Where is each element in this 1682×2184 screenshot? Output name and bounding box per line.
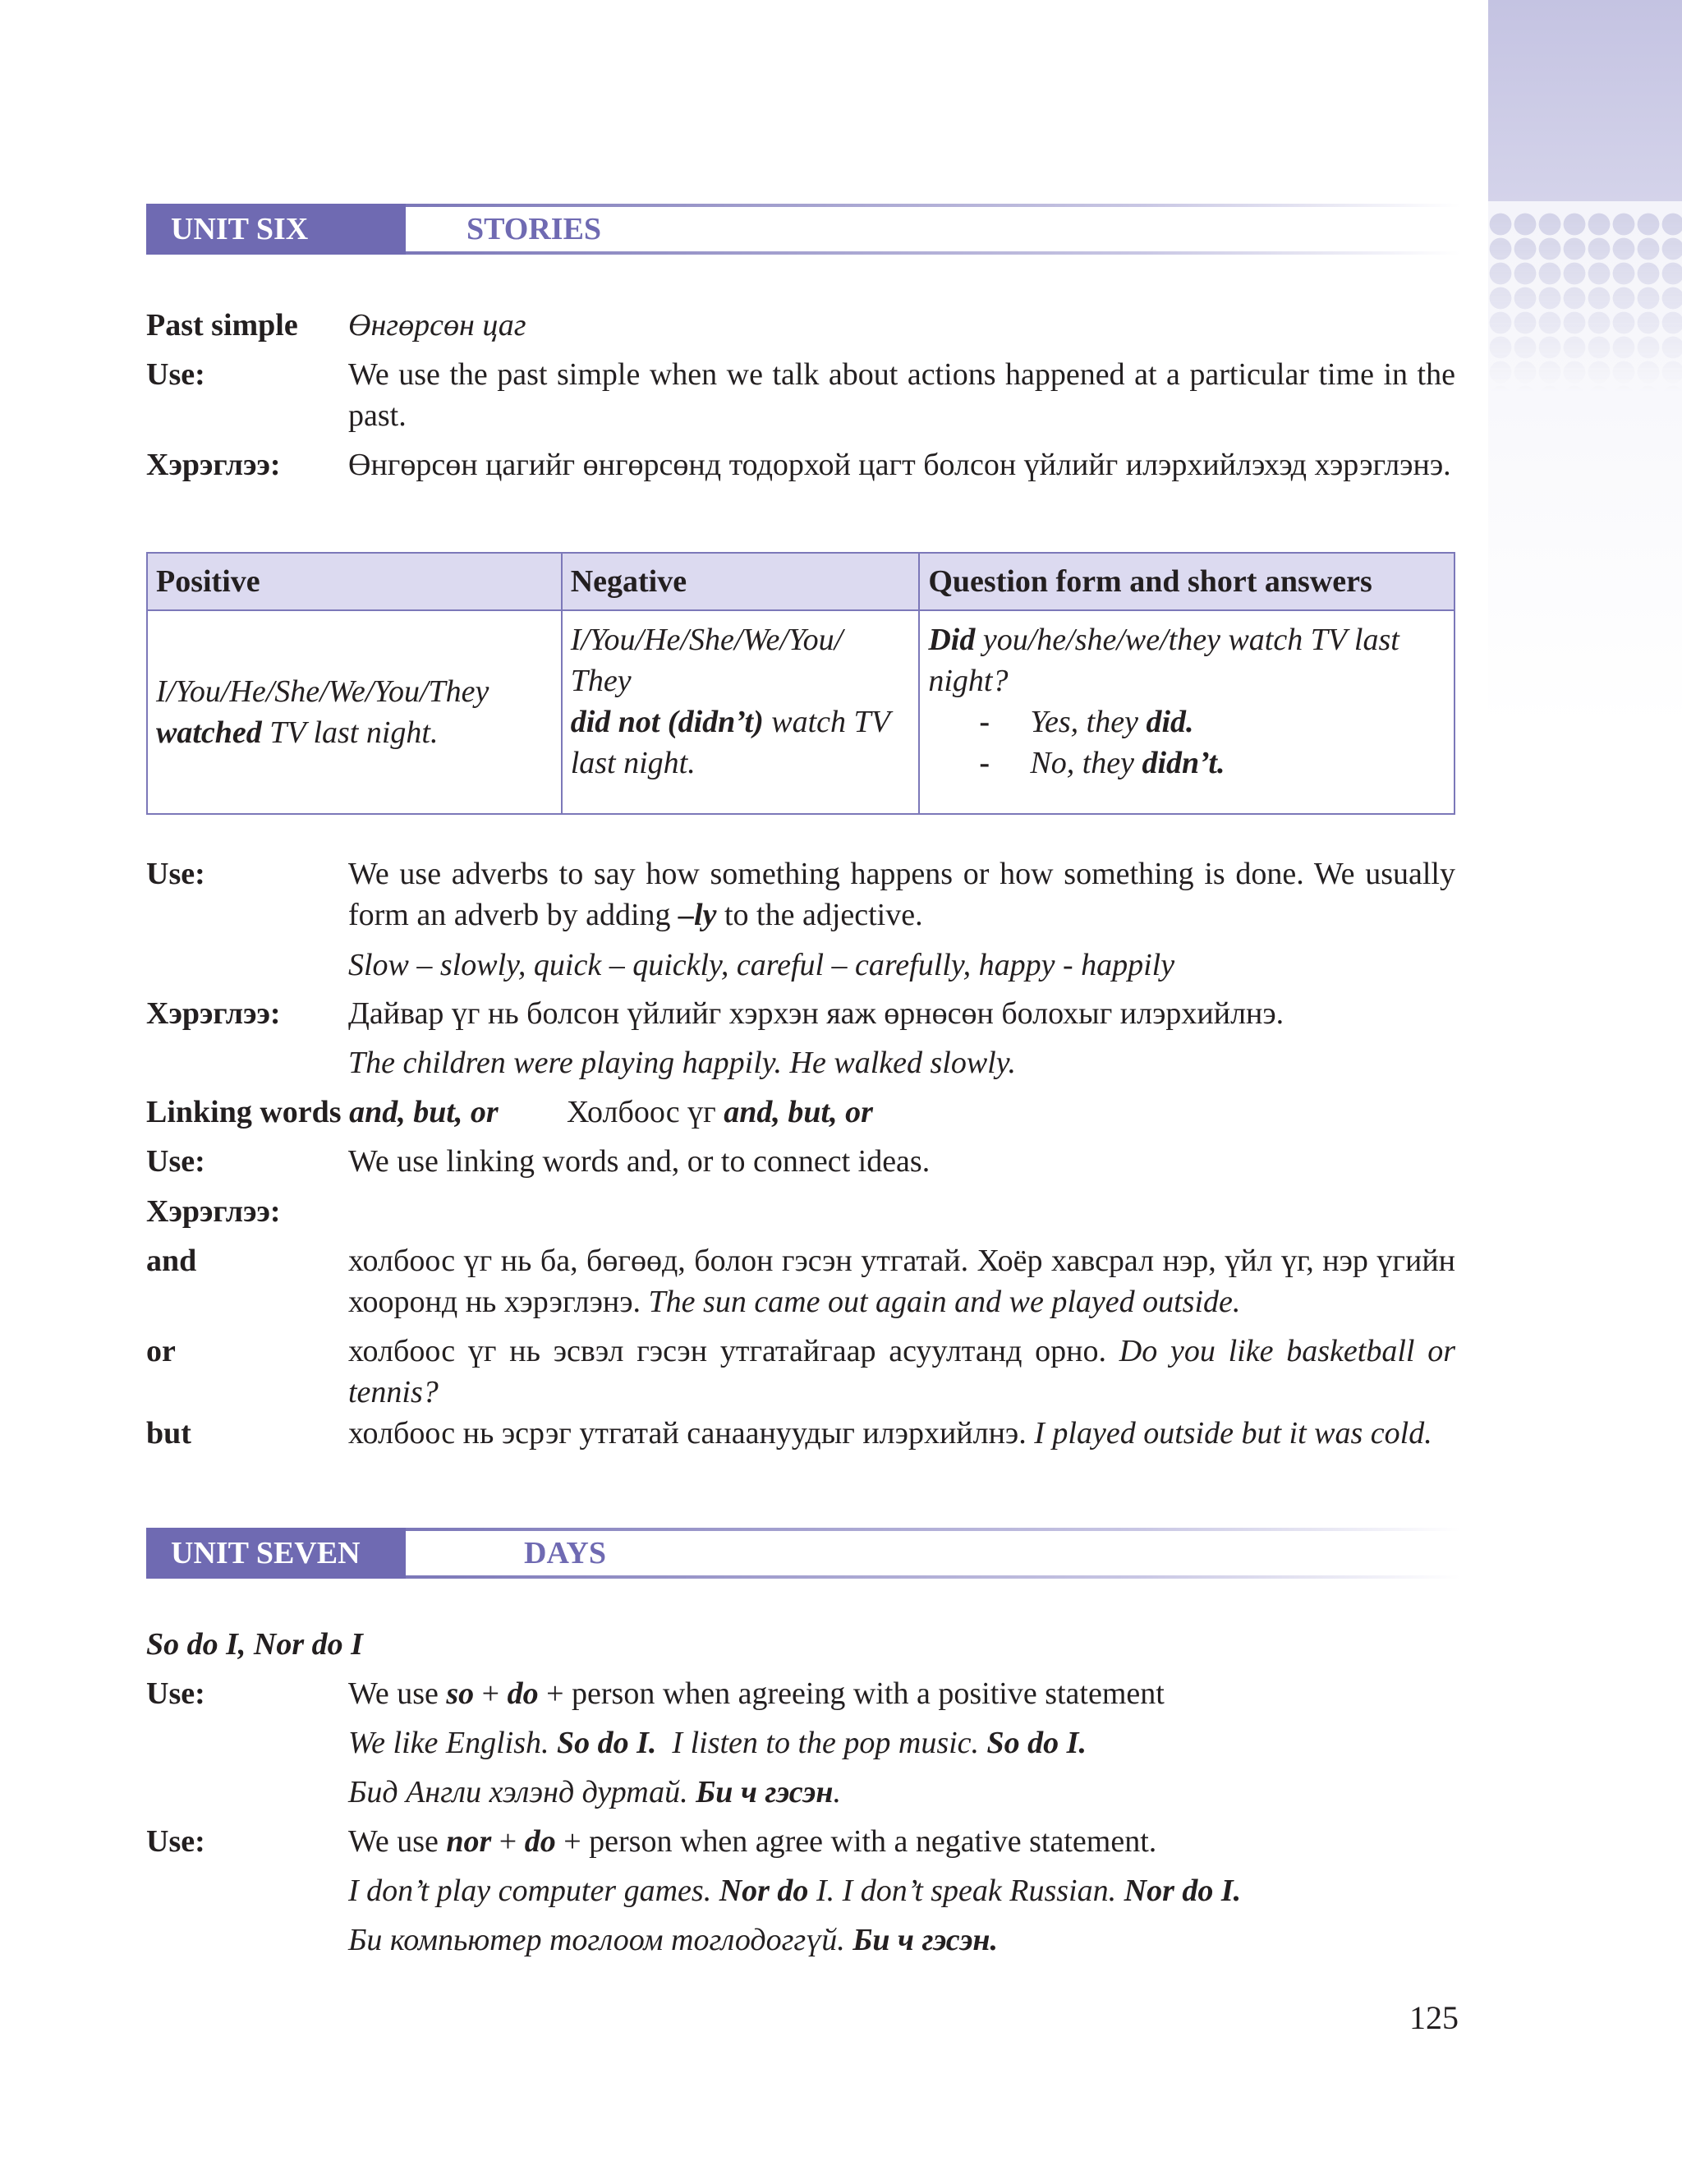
rest: watch TV last night.: [570, 705, 890, 780]
verb: did not (didn’t): [570, 705, 764, 739]
question-rest: you/he/she/we/they watch TV last night?: [928, 623, 1399, 698]
table-row: [147, 610, 1455, 814]
mn-text: Дайвар үг нь болсон үйлийг хэрхэн яаж өрнөсөн болохыг илэрхийлнэ.: [348, 996, 1284, 1031]
linking-text: холбоос үг нь ба, бөгөөд, болон гэсэн утгатай. Хоёр хавсрал нэр, үйл үг, нэр үгийн хооронд нь хэрэглэнэ. The sun came out again and we played outside.: [348, 1244, 1455, 1319]
subject: I/You/He/She/We/You/They: [156, 674, 489, 709]
page-number: 125: [1409, 1999, 1459, 2036]
use-label: Use:: [146, 857, 205, 891]
table-header: Positive: [147, 553, 562, 610]
linking-word: but: [146, 1416, 191, 1451]
example-mn: Бид Англи хэлэнд дуртай. Би ч гэсэн.: [348, 1775, 841, 1809]
use-label: Use:: [146, 1144, 205, 1179]
answer-text: No, they: [1030, 746, 1142, 780]
example-mn: Би компьютер тоглоом тоглодоггүй. Би ч гэсэн.: [348, 1923, 998, 1957]
table-header-row: [147, 553, 1455, 610]
examples: Slow – slowly, quick – quickly, careful – carefully, happy - happily: [348, 948, 1175, 982]
verb: watched: [156, 715, 262, 750]
question-cell: [919, 610, 1455, 814]
mn-example: The children were playing happily. He walked slowly.: [348, 1046, 1017, 1080]
linking-word: or: [146, 1334, 176, 1368]
rest: TV last night.: [261, 715, 439, 750]
table-header: Question form and short answers: [919, 553, 1455, 610]
short-answer: [928, 743, 1445, 784]
section-heading: So do I, Nor do I: [146, 1627, 363, 1662]
negative-cell: [562, 610, 920, 814]
section-heading-mn: Холбоос үг and, but, or: [567, 1095, 873, 1129]
use-label: Use:: [146, 1676, 205, 1711]
aux-verb: Did: [928, 623, 976, 657]
use-text: We use so + do + person when agreeing with a positive statement: [348, 1676, 1165, 1711]
section-heading: Linking words and, but, or: [146, 1095, 499, 1129]
use-label: Use:: [146, 1824, 205, 1859]
mn-label: Хэрэглээ:: [146, 996, 281, 1031]
linking-text: холбоос үг нь эсвэл гэсэн утгатайгаар асуултанд орно. Do you like basketball or tennis?: [348, 1334, 1455, 1409]
use-text: We use linking words and, or to connect ideas.: [348, 1144, 931, 1179]
answer-bold: did.: [1146, 705, 1194, 739]
header-rule: [406, 251, 1460, 255]
use-text: We use the past simple when we talk about actions happened at a particular time in the past.: [348, 357, 1455, 433]
unit-label: UNIT SEVEN: [146, 1528, 406, 1579]
unit-seven-header: [146, 1528, 1460, 1579]
subject: I/You/He/She/We/You/ They: [570, 623, 843, 698]
unit-six-header: [146, 204, 1460, 255]
positive-cell: [147, 610, 562, 814]
mn-label: Хэрэглээ:: [146, 1194, 281, 1229]
answer-bold: didn’t.: [1142, 746, 1225, 780]
unit-title: STORIES: [466, 212, 602, 246]
unit-label: UNIT SIX: [146, 204, 406, 255]
unit-title: DAYS: [524, 1536, 606, 1570]
mn-text: Өнгөрсөн цагийг өнгөрсөнд тодорхой цагт болсон үйлийг илэрхийлэхэд хэрэглэнэ.: [348, 448, 1451, 482]
linking-text: холбоос нь эсрэг утгатай санаануудыг илэрхийлнэ. I played outside but it was cold.: [348, 1416, 1432, 1451]
table-header: Negative: [562, 553, 920, 610]
header-rule: [406, 1575, 1460, 1579]
example: We like English. So do I. I listen to the pop music. So do I.: [348, 1726, 1087, 1760]
answer-text: Yes, they: [1030, 705, 1147, 739]
section-heading-mn: Өнгөрсөн цаг: [348, 308, 526, 343]
mn-label: Хэрэглээ:: [146, 448, 281, 482]
use-label: Use:: [146, 357, 205, 392]
example: I don’t play computer games. Nor do I. I don’t speak Russian. Nor do I.: [348, 1874, 1242, 1908]
answer-dash: -: [979, 746, 990, 780]
section-heading: Past simple: [146, 308, 298, 343]
corner-decoration: [1488, 0, 1682, 201]
use-text: We use adverbs to say how something happens or how something is done. We usually form an adverb by adding –ly to the adjective.: [348, 857, 1455, 932]
short-answer: [928, 701, 1445, 743]
dot-pattern-decoration: [1488, 212, 1682, 393]
answer-dash: -: [979, 705, 990, 739]
use-text: We use nor + do + person when agree with a negative statement.: [348, 1824, 1157, 1859]
linking-word: and: [146, 1244, 197, 1278]
past-simple-table: [146, 552, 1455, 815]
